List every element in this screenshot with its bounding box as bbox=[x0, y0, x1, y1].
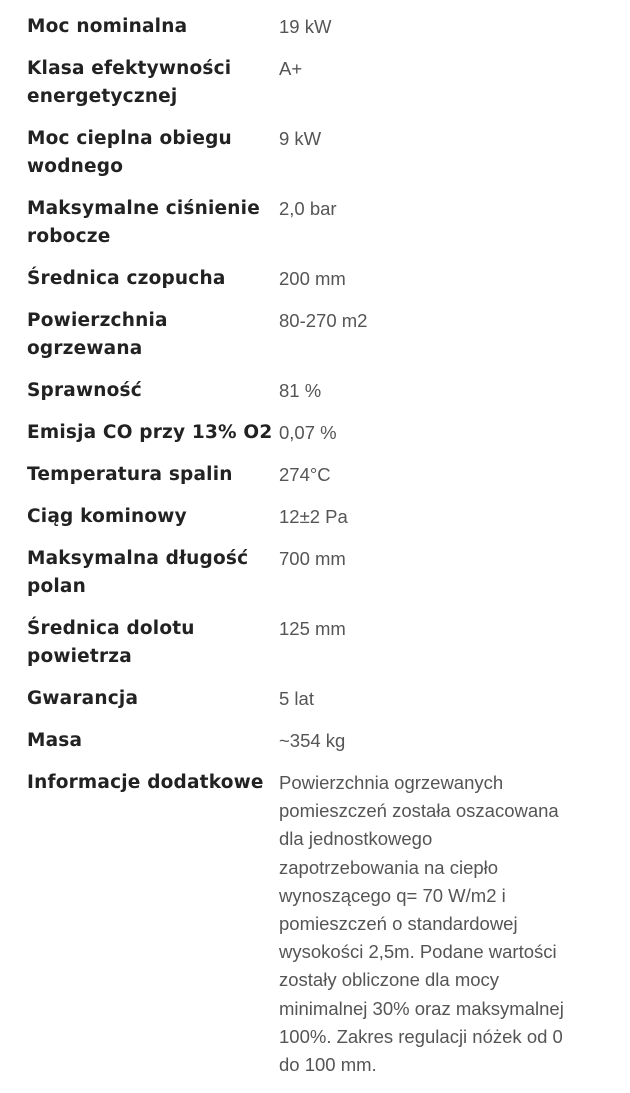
spec-label: Sprawność bbox=[27, 380, 142, 401]
spec-label: Powierzchnia ogrzewana bbox=[27, 310, 168, 359]
spec-label: Średnica dolotu powietrza bbox=[27, 618, 195, 667]
spec-label: Emisja CO przy 13% O2 bbox=[27, 422, 273, 443]
spec-row-additional-info bbox=[27, 769, 597, 1079]
spec-row-max-log-length bbox=[27, 545, 597, 601]
spec-value: 125 mm bbox=[279, 618, 346, 639]
spec-row-nominal-power bbox=[27, 13, 597, 41]
specification-table bbox=[27, 13, 597, 1093]
spec-value: 2,0 bar bbox=[279, 198, 337, 219]
spec-row-weight bbox=[27, 727, 597, 755]
spec-value: 12±2 Pa bbox=[279, 506, 348, 527]
spec-row-water-circuit-power bbox=[27, 125, 597, 181]
spec-label: Informacje dodatkowe bbox=[27, 772, 264, 793]
spec-value: 80-270 m2 bbox=[279, 310, 368, 331]
spec-value: A+ bbox=[279, 58, 303, 79]
spec-row-warranty bbox=[27, 685, 597, 713]
spec-value: 200 mm bbox=[279, 268, 346, 289]
spec-row-efficiency bbox=[27, 377, 597, 405]
spec-label: Gwarancja bbox=[27, 688, 139, 709]
spec-label: Moc cieplna obiegu wodnego bbox=[27, 128, 232, 177]
spec-value: 700 mm bbox=[279, 548, 346, 569]
spec-row-energy-class bbox=[27, 55, 597, 111]
spec-row-chimney-draft bbox=[27, 503, 597, 531]
spec-label: Maksymalna długość polan bbox=[27, 548, 249, 597]
spec-label: Moc nominalna bbox=[27, 16, 188, 37]
spec-value: 0,07 % bbox=[279, 422, 337, 443]
spec-label: Masa bbox=[27, 730, 83, 751]
spec-value: 274°C bbox=[279, 464, 331, 485]
spec-label: Temperatura spalin bbox=[27, 464, 233, 485]
spec-label: Klasa efektywności energetycznej bbox=[27, 58, 232, 107]
spec-label: Średnica czopucha bbox=[27, 268, 226, 289]
spec-value: 81 % bbox=[279, 380, 322, 401]
spec-row-flue-diameter bbox=[27, 265, 597, 293]
spec-value: ~354 kg bbox=[279, 730, 346, 751]
spec-label: Maksymalne ciśnienie robocze bbox=[27, 198, 260, 247]
spec-label: Ciąg kominowy bbox=[27, 506, 187, 527]
spec-value: 19 kW bbox=[279, 16, 332, 37]
spec-value: Powierzchnia ogrzewanych pomieszczeń została oszacowana dla jednostkowego zapotrzebowania na ciepło wynoszącego q= 70 W/m2 i pomieszczeń o standardowej wysokości 2,5m. Podane wartości zostały obliczone dla mocy minimalnej 30% oraz maksymalnej 100%. Zakres regulacji nóżek od 0 do 100 mm. bbox=[279, 772, 564, 1076]
spec-row-heated-area bbox=[27, 307, 597, 363]
spec-row-flue-gas-temperature bbox=[27, 461, 597, 489]
spec-value: 5 lat bbox=[279, 688, 314, 709]
spec-value: 9 kW bbox=[279, 128, 322, 149]
spec-row-co-emission bbox=[27, 419, 597, 447]
spec-row-max-pressure bbox=[27, 195, 597, 251]
spec-row-air-inlet-diameter bbox=[27, 615, 597, 671]
